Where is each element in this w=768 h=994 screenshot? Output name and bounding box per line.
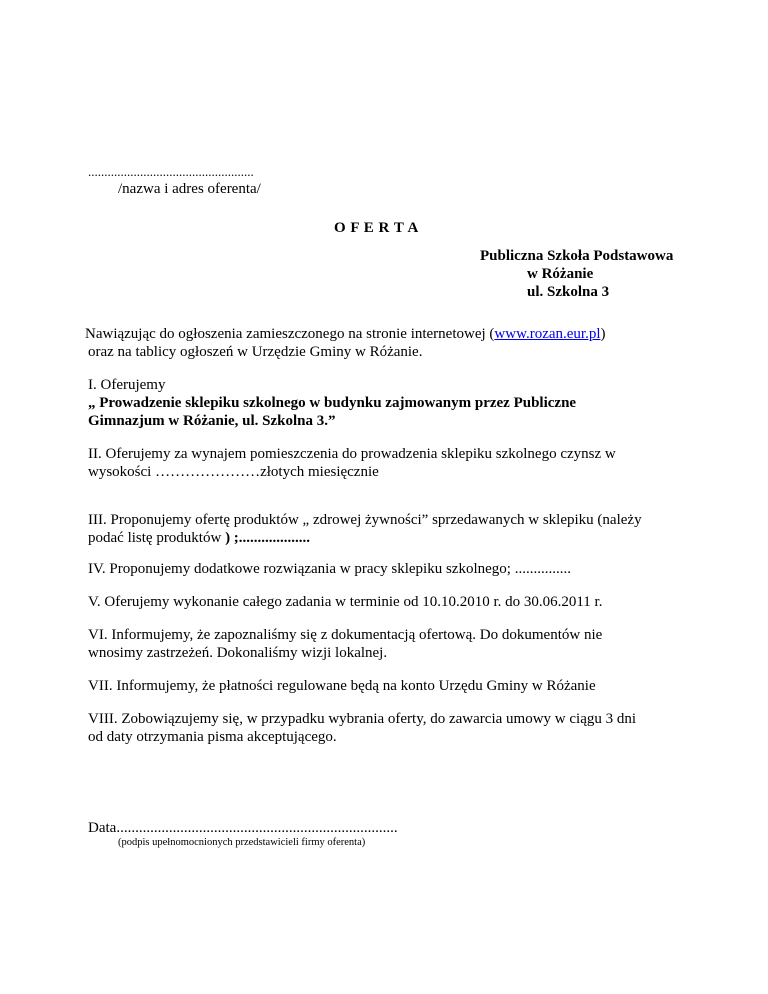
website-link[interactable]: www.rozan.eur.pl: [494, 326, 601, 342]
recipient-line-2: w Różanie: [527, 266, 594, 282]
section-6-line-2: wnosimy zastrzeżeń. Dokonaliśmy wizji lokalnej.: [88, 645, 388, 661]
section-1-title-line-1: „ Prowadzenie sklepiku szkolnego w budynku zajmowanym przez Publiczne: [88, 395, 577, 411]
signature-date-line: Data...........................................................................: [88, 820, 398, 836]
section-3-fill: ) ;...................: [225, 530, 311, 546]
intro-text: Nawiązując do ogłoszenia zamieszczonego na stronie internetowej (: [85, 326, 495, 342]
section-7-line-1: VII. Informujemy, że płatności regulowane będą na konto Urzędu Gminy w Różanie: [88, 678, 596, 694]
section-2-line-1: II. Oferujemy za wynajem pomieszczenia do prowadzenia sklepiku szkolnego czynsz w: [88, 446, 616, 462]
intro-paren: ): [600, 326, 606, 342]
section-4-line-1: IV. Proponujemy dodatkowe rozwiązania w pracy sklepiku szkolnego; ...............: [88, 561, 571, 577]
section-6-line-1: VI. Informujemy, że zapoznaliśmy się z dokumentacją ofertową. Do dokumentów nie: [88, 627, 603, 643]
intro-line-2: oraz na tablicy ogłoszeń w Urzędzie Gminy w Różanie.: [88, 344, 423, 360]
intro-line-1: [85, 326, 606, 343]
section-3-line-2: [88, 530, 310, 547]
section-5-line-1: V. Oferujemy wykonanie całego zadania w terminie od 10.10.2010 r. do 30.06.2011 r.: [88, 594, 603, 610]
recipient-line-1: Publiczna Szkoła Podstawowa: [480, 248, 674, 264]
signature-caption: (podpis upełnomocnionych przedstawicieli firmy oferenta): [118, 837, 366, 848]
section-8-line-2: od daty otrzymania pisma akceptującego.: [88, 729, 337, 745]
section-1-title-line-2: Gimnazjum w Różanie, ul. Szkolna 3.”: [88, 413, 336, 429]
sender-caption: /nazwa i adres oferenta/: [118, 181, 261, 197]
sender-dots: ...................................................: [88, 164, 254, 179]
section-1-heading: I. Oferujemy: [88, 377, 166, 393]
recipient-line-3: ul. Szkolna 3: [527, 284, 610, 300]
document-title: O F E R T A: [334, 220, 419, 236]
section-8-line-1: VIII. Zobowiązujemy się, w przypadku wybrania oferty, do zawarcia umowy w ciągu 3 dni: [88, 711, 637, 727]
section-3-line-1: III. Proponujemy ofertę produktów „ zdrowej żywności” sprzedawanych w sklepiku (należy: [88, 512, 642, 528]
section-3-text: podać listę produktów: [88, 530, 226, 546]
section-2-line-2: wysokości …………………złotych miesięcznie: [88, 464, 379, 480]
